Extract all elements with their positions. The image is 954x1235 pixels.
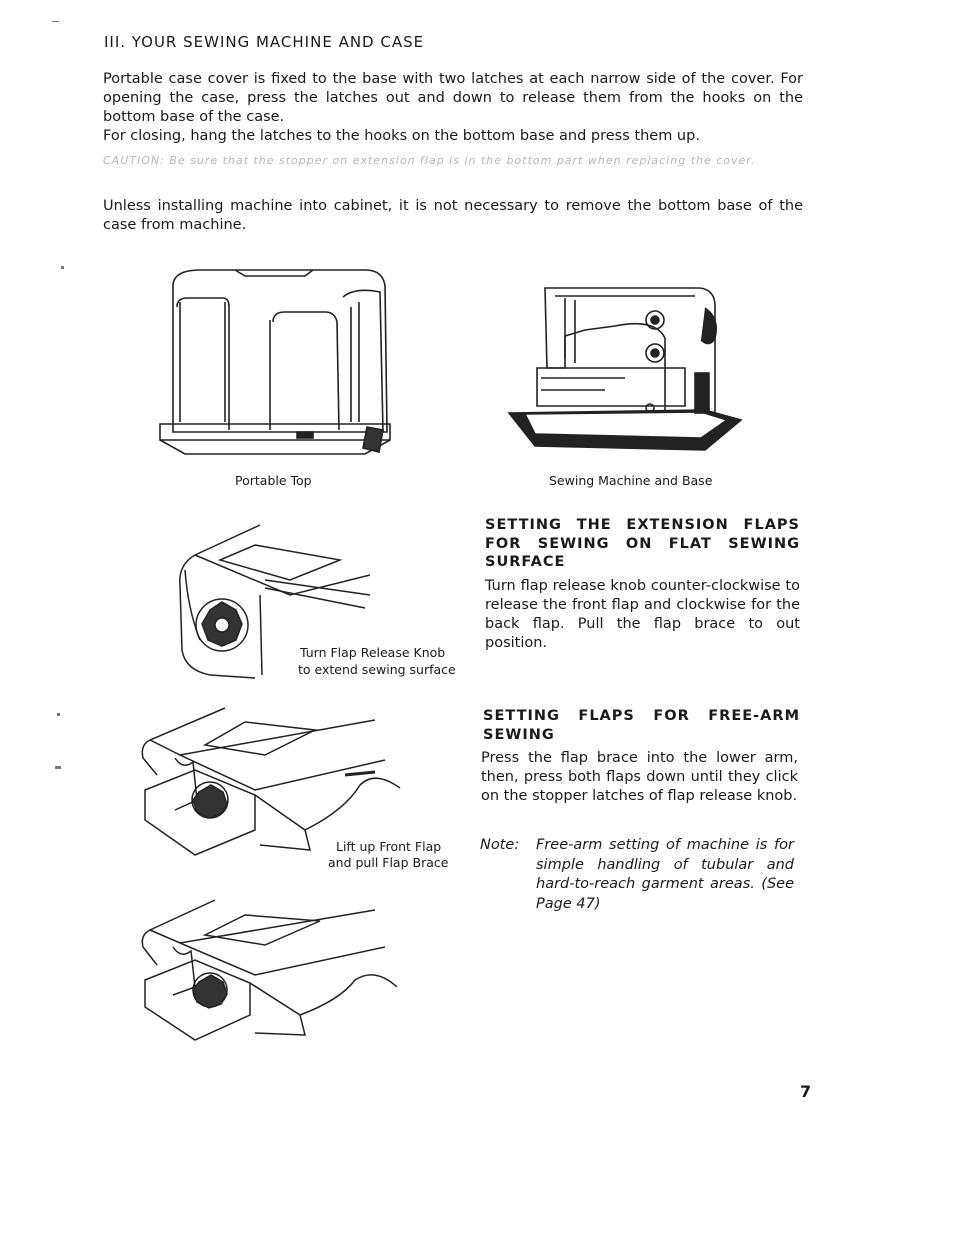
scan-mark bbox=[55, 766, 61, 769]
scan-mark bbox=[52, 21, 59, 22]
scan-mark bbox=[57, 713, 60, 716]
sewing-machine-illustration bbox=[505, 278, 745, 463]
scan-mark bbox=[61, 266, 64, 269]
flap-knob-caption-line1: Turn Flap Release Knob bbox=[300, 645, 446, 660]
extension-flaps-body: Turn flap release knob counter-clockwise to release the front flap and clockwise for the back flap. Pull the flap brace to out position. bbox=[485, 578, 800, 651]
note-label: Note: bbox=[480, 837, 520, 853]
note-text: Free-arm setting of machine is for simple handling of tubular and hard-to-reach garment areas. (See Page 47) bbox=[536, 837, 794, 912]
page-number: 7 bbox=[800, 1082, 812, 1101]
caution-faded-text: CAUTION: Be sure that the stopper on extension flap is in the bottom part when replacing the cover. bbox=[103, 154, 756, 167]
front-flap-caption-line2: and pull Flap Brace bbox=[328, 855, 449, 870]
section-title: III. YOUR SEWING MACHINE AND CASE bbox=[104, 33, 425, 51]
portable-top-caption: Portable Top bbox=[235, 473, 312, 488]
intro-paragraph: Portable case cover is fixed to the base with two latches at each narrow side of the cover. For opening the case, press the latches out and down to release them from the hooks on the bottom base of the case. bbox=[103, 71, 803, 125]
closing-paragraph: For closing, hang the latches to the hooks on the bottom base and press them up. bbox=[103, 128, 700, 144]
front-flap-caption-line1: Lift up Front Flap bbox=[336, 839, 442, 854]
flap-knob-caption-line2: to extend sewing surface bbox=[298, 662, 456, 677]
extension-flaps-heading: SETTING THE EXTENSION FLAPS FOR SEWING ON FLAT SEWING SURFACE bbox=[485, 517, 800, 570]
portable-top-illustration bbox=[155, 262, 395, 472]
cabinet-paragraph: Unless installing machine into cabinet, it is not necessary to remove the bottom base of the case from machine. bbox=[103, 198, 803, 233]
machine-base-caption: Sewing Machine and Base bbox=[549, 473, 713, 488]
front-flap-illustration bbox=[135, 700, 410, 860]
free-arm-heading: SETTING FLAPS FOR FREE-ARM SEWING bbox=[483, 708, 800, 743]
free-arm-body: Press the flap brace into the lower arm, then, press both flaps down until they click on the stopper latches of flap release knob. bbox=[481, 750, 798, 804]
free-arm-illustration bbox=[135, 895, 410, 1045]
note bbox=[480, 836, 798, 914]
